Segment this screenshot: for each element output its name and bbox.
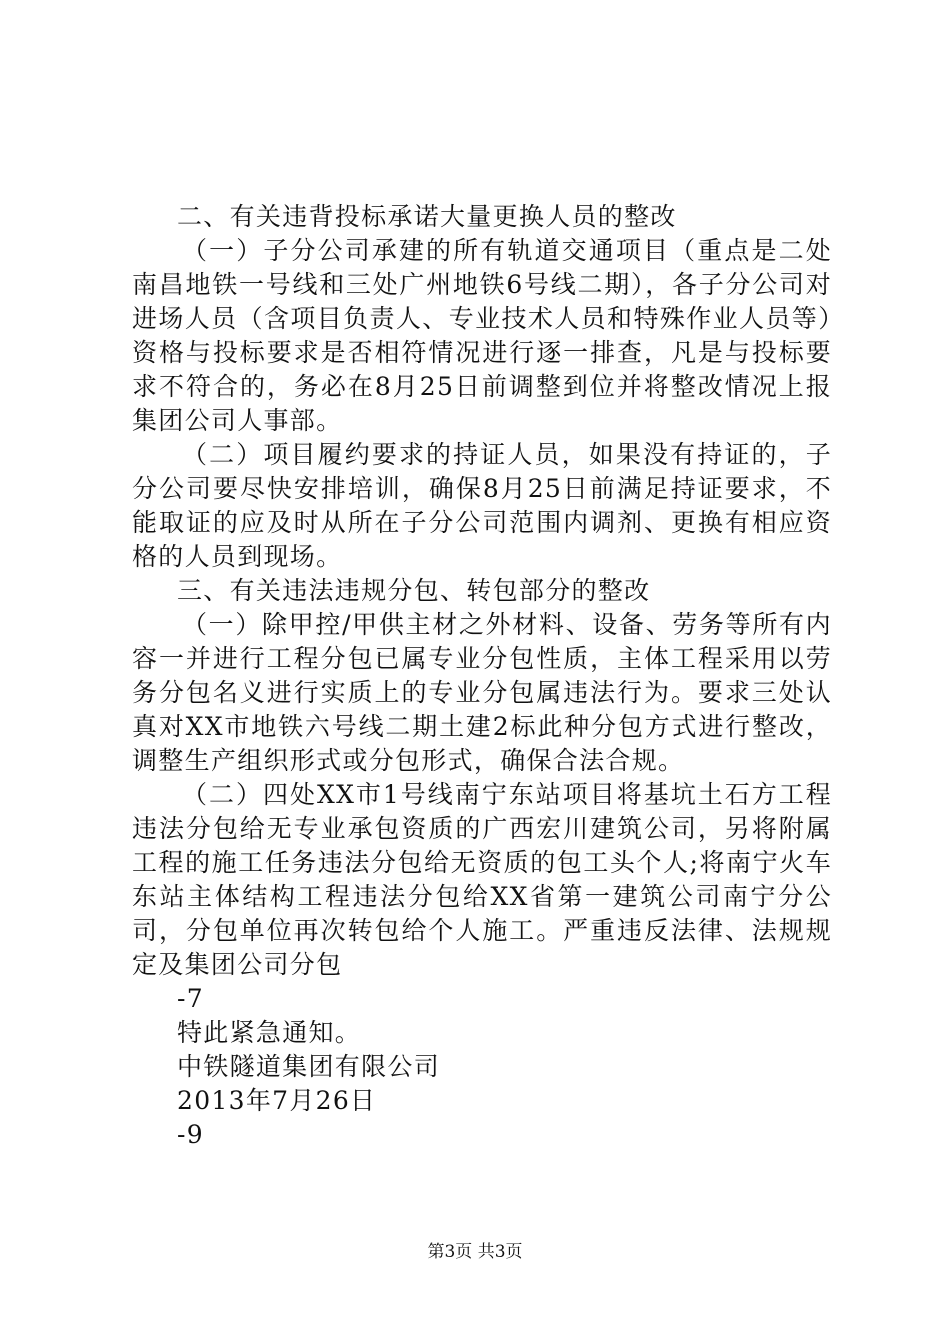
issue-date: 2013年7月26日 xyxy=(177,1086,377,1115)
page-marker-7: -7 xyxy=(177,984,204,1013)
page-marker-9: -9 xyxy=(177,1120,204,1149)
section-heading-2: 二、有关违背投标承诺大量更换人员的整改 xyxy=(177,202,677,231)
section-heading-3: 三、有关违法违规分包、转包部分的整改 xyxy=(177,576,651,605)
paragraph-2-1: （一）子分公司承建的所有轨道交通项目（重点是二处南昌地铁一号线和三处广州地铁6号线二期），各子分公司对进场人员（含项目负责人、专业技术人员和特殊作业人员等）资格与投标要求是否相符情况进行逐一排查，凡是与投标要求不符合的，务必在8月25日前调整到位并将整改情况上报集团公司人事部。 xyxy=(132,236,832,435)
paragraph-2-2: （二）项目履约要求的持证人员，如果没有持证的，子分公司要尽快安排培训，确保8月25日前满足持证要求，不能取证的应及时从所在子分公司范围内调剂、更换有相应资格的人员到现场。 xyxy=(132,440,832,571)
urgent-notice-line: 特此紧急通知。 xyxy=(177,1018,362,1047)
paragraph-3-2: （二）四处XX市1号线南宁东站项目将基坑土石方工程违法分包给无专业承包资质的广西宏川建筑公司，另将附属工程的施工任务违法分包给无资质的包工头个人;将南宁火车东站主体结构工程违法分包给XX省第一建筑公司南宁分公司，分包单位再次转包给个人施工。严重违反法律、法规规定及集团公司分包 xyxy=(132,780,832,979)
issuer-name: 中铁隧道集团有限公司 xyxy=(177,1052,441,1081)
document-body xyxy=(132,200,832,1152)
page-footer: 第3页 共3页 xyxy=(427,1242,523,1262)
paragraph-3-1: （一）除甲控/甲供主材之外材料、设备、劳务等所有内容一并进行工程分包已属专业分包性质，主体工程采用以劳务分包名义进行实质上的专业分包属违法行为。要求三处认真对XX市地铁六号线二期土建2标此种分包方式进行整改，调整生产组织形式或分包形式，确保合法合规。 xyxy=(132,610,832,775)
